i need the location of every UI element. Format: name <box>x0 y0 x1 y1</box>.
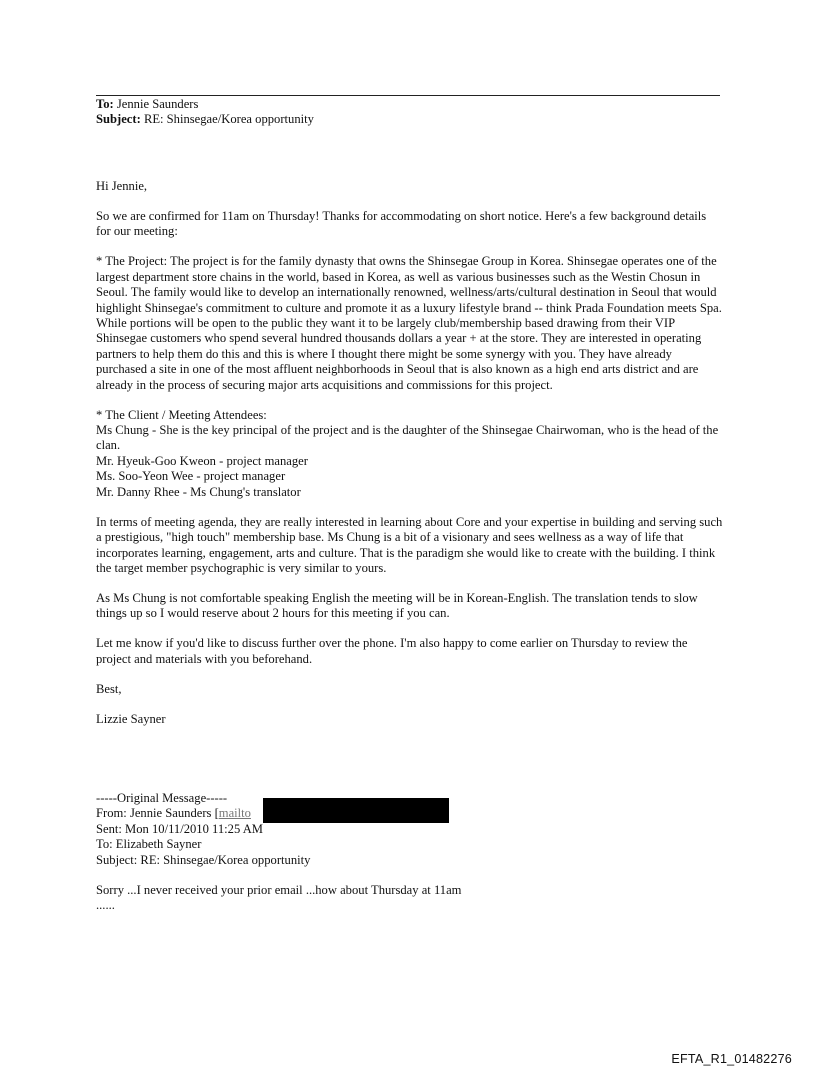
mailto-link[interactable]: mailto <box>218 806 251 821</box>
email-header <box>96 97 314 127</box>
attendee-item: Ms. Soo-Yeon Wee - project manager <box>96 469 286 484</box>
followup-paragraph: Let me know if you'd like to discuss further over the phone. I'm also happy to come earlier on Thursday to review the project and materials with you beforehand. <box>96 636 688 666</box>
redaction-box <box>263 798 449 823</box>
original-divider: -----Original Message----- <box>96 791 228 805</box>
to-label: To: <box>96 97 114 111</box>
attendees-heading: * The Client / Meeting Attendees: <box>96 407 267 422</box>
signature: Lizzie Sayner <box>96 711 166 726</box>
original-from-text: From: Jennie Saunders [ <box>96 806 219 821</box>
agenda-paragraph: In terms of meeting agenda, they are really interested in learning about Core and your expertise in building and serving such a prestigious, "high touch" membership base. Ms Chung is a bit of a visionary and sees wellness as a way of life that incorporates learning, engagement, arts and culture. That is the paradigm she would like to create with the building. I think the target member psychographic is very similar to yours. <box>96 514 723 575</box>
to-line <box>96 97 314 112</box>
bates-number: EFTA_R1_01482276 <box>671 1052 792 1066</box>
attendees-section <box>96 408 724 500</box>
language-paragraph: As Ms Chung is not comfortable speaking English the meeting will be in Korean-English. The translation tends to slow things up so I would reserve about 2 hours for this meeting if you can. <box>96 590 698 621</box>
original-to: To: Elizabeth Sayner <box>96 837 202 852</box>
intro-paragraph: So we are confirmed for 11am on Thursday! Thanks for accommodating on short notice. Here's a few background details for our meeting: <box>96 209 707 239</box>
original-subject: Subject: RE: Shinsegae/Korea opportunity <box>96 852 311 867</box>
original-text: Sorry ...I never received your prior email ...how about Thursday at 11am <box>96 882 462 897</box>
subject-label: Subject: <box>96 112 141 126</box>
subject-value: RE: Shinsegae/Korea opportunity <box>143 112 314 126</box>
attendee-item: Mr. Danny Rhee - Ms Chung's translator <box>96 484 301 499</box>
attendee-item: Ms Chung - She is the key principal of the project and is the daughter of the Shinsegae Chairwoman, who is the head of the clan. <box>96 423 719 453</box>
original-sent: Sent: Mon 10/11/2010 11:25 AM <box>96 821 263 836</box>
project-paragraph: * The Project: The project is for the family dynasty that owns the Shinsegae Group in Korea. Shinsegae operates one of the largest department store chains in the world, based in Korea, as well as various businesses such as the Westin Chosun in Seoul. The family would like to develop an internationally renowned, wellness/arts/cultural destination in Seoul that would highlight Shinsegae's commitment to culture and promote it as a luxury lifestyle brand -- think Prada Foundation meets Spa. While portions will be open to the public they want it to be largely club/membership based drawing from their VIP Shinsegae customers who spend several hundred thousands dollars a year + at the store. They are interested in operating partners to help them do this and this is where I thought there might be some synergy with you. They have already purchased a site in one of the most affluent neighborhoods in Seoul that is also known as a high end arts district and are already in the process of securing major arts acquisitions and commissions for this project. <box>96 254 722 392</box>
email-body <box>96 179 724 742</box>
subject-line <box>96 112 314 127</box>
greeting: Hi Jennie, <box>96 179 148 193</box>
header-divider <box>96 95 720 96</box>
original-ellipsis: ...... <box>96 898 115 913</box>
closing: Best, <box>96 681 122 696</box>
to-value: Jennie Saunders <box>116 97 199 111</box>
attendee-item: Mr. Hyeuk-Goo Kweon - project manager <box>96 453 308 468</box>
